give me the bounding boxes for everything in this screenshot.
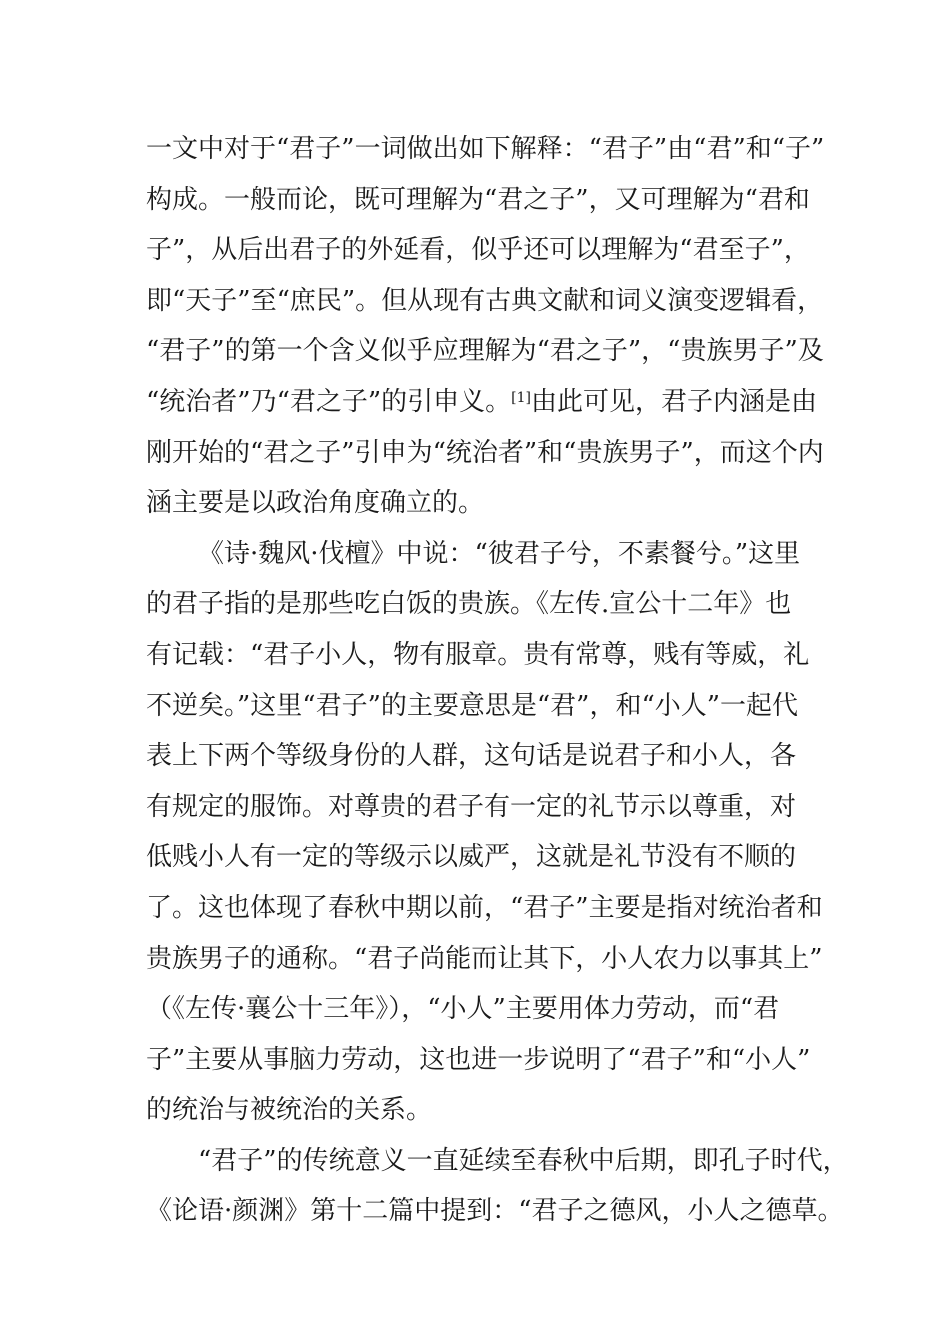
text-line: 构成。一般而论，既可理解为“君之子”，又可理解为“君和 (146, 184, 810, 215)
text-line: 有规定的服饰。对尊贵的君子有一定的礼节示以尊重，对 (146, 791, 797, 822)
text-line: 贵族男子的通称。“君子尚能而让其下，小人农力以事其上” (146, 943, 823, 974)
text-segment: “统治者”乃“君之子”的引申义。 (146, 386, 512, 417)
body-text (146, 124, 849, 1237)
text-line: 涵主要是以政治角度确立的。 (146, 488, 485, 519)
paragraph-first-line: 《诗·魏风·伐檀》中说：“彼君子兮，不素餐兮。”这里 (198, 538, 801, 569)
text-line: （《左传·襄公十三年》），“小人”主要用体力劳动，而“君 (146, 994, 780, 1025)
text-line: 子”，从后出君子的外延看，似乎还可以理解为“君至子”， (146, 235, 810, 266)
text-line-with-citation (146, 377, 816, 428)
text-line: 了。这也体现了春秋中期以前，“君子”主要是指对统治者和 (146, 892, 823, 923)
text-line: 一文中对于“君子”一词做出如下解释：“君子”由“君”和“子” (146, 134, 825, 164)
paragraph-first-line: “君子”的传统意义一直延续至春秋中后期，即孔子时代， (198, 1145, 849, 1176)
text-line: 表上下两个等级身份的人群，这句话是说君子和小人，各 (146, 741, 797, 772)
text-line: 刚开始的“君之子”引申为“统治者”和“贵族男子”，而这个内 (146, 437, 824, 468)
text-line: 不逆矣。”这里“君子”的主要意思是“君”，和“小人”一起代 (146, 690, 799, 721)
text-line: 即“天子”至“庶民”。但从现有古典文献和词义演变逻辑看， (146, 285, 824, 316)
text-line: 子”主要从事脑力劳动，这也进一步说明了“君子”和“小人” (146, 1044, 811, 1075)
text-line: 的统治与被统治的关系。 (146, 1095, 433, 1126)
text-line: 《论语·颜渊》第十二篇中提到：“君子之德风，小人之德草。 (146, 1196, 844, 1227)
text-segment: 由此可见，君子内涵是由 (531, 386, 818, 417)
text-line: 低贱小人有一定的等级示以威严，这就是礼节没有不顺的 (146, 842, 797, 873)
text-line: 有记载：“君子小人，物有服章。贵有常尊，贱有等威，礼 (146, 639, 810, 670)
text-line: “君子”的第一个含义似乎应理解为“君之子”，“贵族男子”及 (146, 336, 824, 367)
citation-marker: [1] (511, 390, 532, 407)
text-line: 的君子指的是那些吃白饭的贵族。《左传.宣公十二年》也 (146, 589, 792, 620)
